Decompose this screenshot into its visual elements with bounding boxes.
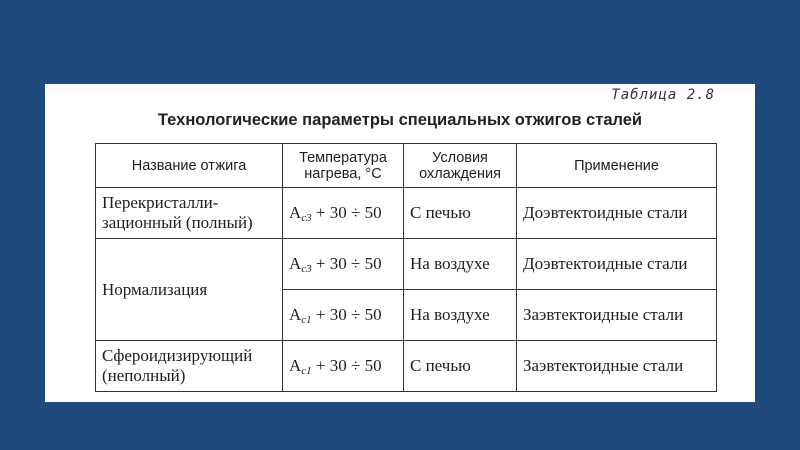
header-temperature: Температура нагрева, °С: [283, 144, 404, 188]
row-application-cell: Доэвтектоидные стали: [517, 188, 717, 239]
table-title: Технологические параметры специальных отжигов сталей: [157, 111, 643, 129]
slide-panel: [45, 84, 755, 402]
header-name: Название отжига: [96, 144, 283, 188]
row-cooling-cell: На воздухе: [404, 290, 517, 341]
table-header-row: [96, 144, 717, 188]
temperature-subscript: c3: [301, 263, 312, 275]
table-row: [96, 239, 717, 290]
temperature-base: A: [289, 203, 302, 222]
temperature-subscript: c3: [301, 212, 312, 224]
table-caption: Таблица 2.8: [611, 87, 715, 103]
row-application-cell: Заэвтектоидные стали: [517, 290, 717, 341]
row-cooling-cell: На воздухе: [404, 239, 517, 290]
row-application-cell: Доэвтектоидные стали: [517, 239, 717, 290]
row-cooling-cell: С печью: [404, 188, 517, 239]
row-application-cell: Заэвтектоидные стали: [517, 341, 717, 392]
temperature-base: A: [289, 254, 302, 273]
row-name-cell: Нормализация: [96, 239, 283, 341]
row-temperature-cell: [283, 239, 404, 290]
annealing-parameters-table: [95, 143, 717, 392]
temperature-range: + 30 ÷ 50: [311, 203, 382, 222]
temperature-subscript: c1: [301, 365, 312, 377]
row-temperature-cell: [283, 290, 404, 341]
temperature-base: A: [289, 356, 302, 375]
row-cooling-cell: С печью: [404, 341, 517, 392]
table-row: [96, 188, 717, 239]
temperature-base: A: [289, 305, 302, 324]
table-row: [96, 341, 717, 392]
temperature-subscript: c1: [301, 314, 312, 326]
temperature-range: + 30 ÷ 50: [311, 356, 382, 375]
row-name-cell: Перекристалли-зационный (полный): [96, 188, 283, 239]
row-name-cell: Сфероидизирующий (неполный): [96, 341, 283, 392]
header-application: Применение: [517, 144, 717, 188]
row-temperature-cell: [283, 188, 404, 239]
row-temperature-cell: [283, 341, 404, 392]
temperature-range: + 30 ÷ 50: [311, 305, 382, 324]
header-cooling: Условия охлаждения: [404, 144, 517, 188]
temperature-range: + 30 ÷ 50: [311, 254, 382, 273]
